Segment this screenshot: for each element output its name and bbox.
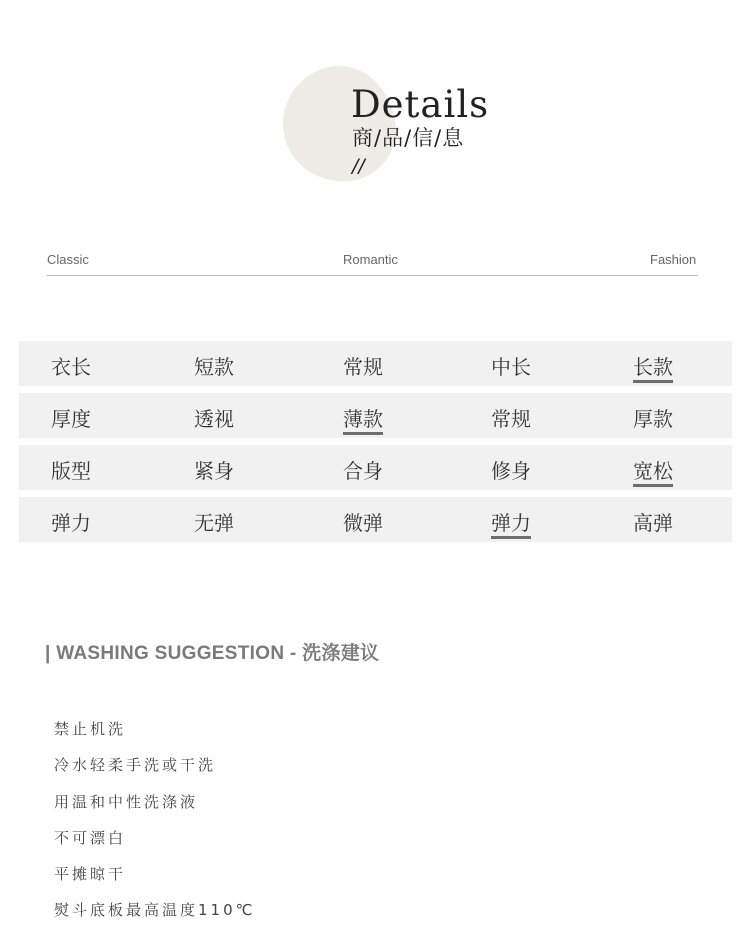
page-title: Details [351, 83, 490, 126]
washing-item: 禁止机洗 [54, 720, 127, 738]
tagline-classic: Classic [47, 252, 89, 267]
washing-item: 平摊晾干 [54, 865, 127, 884]
attribute-option: 合身 [343, 459, 383, 483]
washing-item: 熨斗底板最高温度110℃ [54, 901, 256, 920]
washing-list [54, 718, 255, 936]
attribute-option: 薄款 [343, 407, 383, 431]
attribute-option: 宽松 [633, 459, 673, 483]
attribute-row-fit [19, 445, 732, 490]
attribute-option: 微弹 [343, 511, 383, 535]
washing-item: 不可漂白 [54, 828, 127, 847]
attribute-label: 厚度 [51, 407, 91, 431]
attribute-option: 透视 [194, 407, 234, 431]
attribute-option: 长款 [633, 355, 673, 379]
washing-section-title: | WASHING SUGGESTION - 洗涤建议 [45, 643, 380, 664]
tagline-romantic: Romantic [343, 252, 398, 267]
page-subtitle: 商/品/信/息 [352, 126, 465, 150]
attribute-option: 常规 [491, 407, 531, 431]
attribute-option: 无弹 [194, 511, 234, 535]
attribute-option: 紧身 [194, 459, 234, 483]
attribute-option: 厚款 [633, 407, 673, 431]
washing-item: 冷水轻柔手洗或干洗 [54, 756, 217, 775]
attribute-option: 常规 [343, 355, 383, 379]
washing-item: 用温和中性洗涤液 [54, 792, 199, 811]
attribute-label: 弹力 [51, 511, 91, 535]
attribute-option: 弹力 [491, 511, 531, 535]
attribute-label: 版型 [51, 459, 91, 483]
attribute-option: 高弹 [633, 511, 673, 535]
title-slashes: // [352, 155, 365, 177]
attribute-option: 修身 [491, 459, 531, 483]
attribute-table [19, 341, 732, 549]
attribute-label: 衣长 [51, 355, 91, 379]
divider-line [47, 275, 698, 276]
attribute-row-elasticity [19, 497, 732, 542]
attribute-row-length [19, 341, 732, 386]
attribute-option: 中长 [491, 355, 531, 379]
tagline-fashion: Fashion [650, 252, 697, 267]
attribute-row-thickness [19, 393, 732, 438]
attribute-option: 短款 [194, 355, 234, 379]
